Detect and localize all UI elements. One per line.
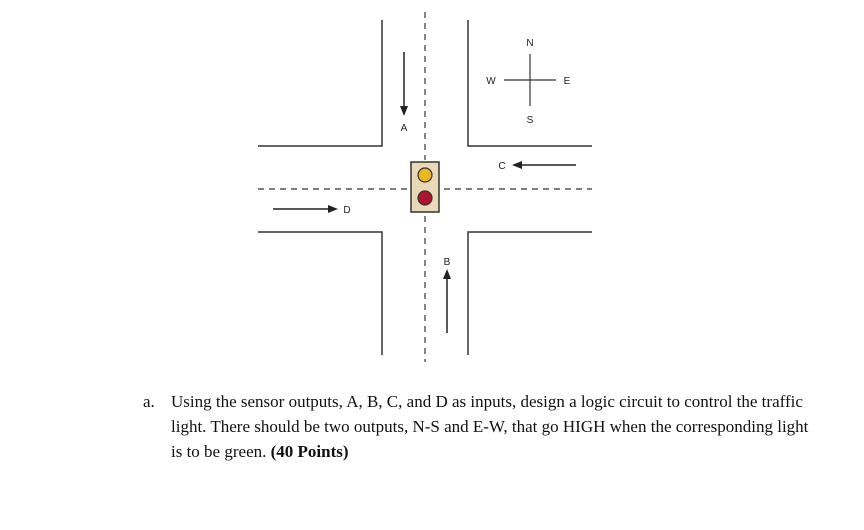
traffic-light-red-lamp <box>418 191 432 205</box>
compass-west-label: W <box>486 76 496 87</box>
traffic-light <box>411 162 439 212</box>
sensor-a <box>400 52 408 134</box>
sensor-c-label: C <box>498 161 506 172</box>
compass-east-label: E <box>563 76 571 87</box>
sensor-b <box>443 257 451 333</box>
compass-north-label: N <box>526 38 534 49</box>
question-points: (40 Points) <box>270 442 349 461</box>
road-edge-top-left <box>258 20 382 146</box>
sensor-b-label: B <box>443 257 451 268</box>
sensor-a-arrowhead <box>400 106 408 116</box>
compass-south-label: S <box>526 115 534 126</box>
sensor-d <box>273 205 351 216</box>
question-body <box>171 389 823 464</box>
sensor-c <box>498 161 576 172</box>
sensor-d-label: D <box>343 205 351 216</box>
question-marker: a. <box>143 392 155 411</box>
road-edge-bottom-left <box>258 232 382 355</box>
sensor-a-label: A <box>400 123 408 134</box>
traffic-light-amber-lamp <box>418 168 432 182</box>
sensor-d-arrowhead <box>328 205 338 213</box>
question-text: Using the sensor outputs, A, B, C, and D as inputs, design a logic circuit to control the traffic light. There should be two outputs, N-S and E-W, that go HIGH when the corresponding light is to be green. <box>171 392 809 461</box>
road-edge-bottom-right <box>468 232 592 355</box>
question-block <box>143 389 823 464</box>
compass-rose <box>486 38 570 126</box>
